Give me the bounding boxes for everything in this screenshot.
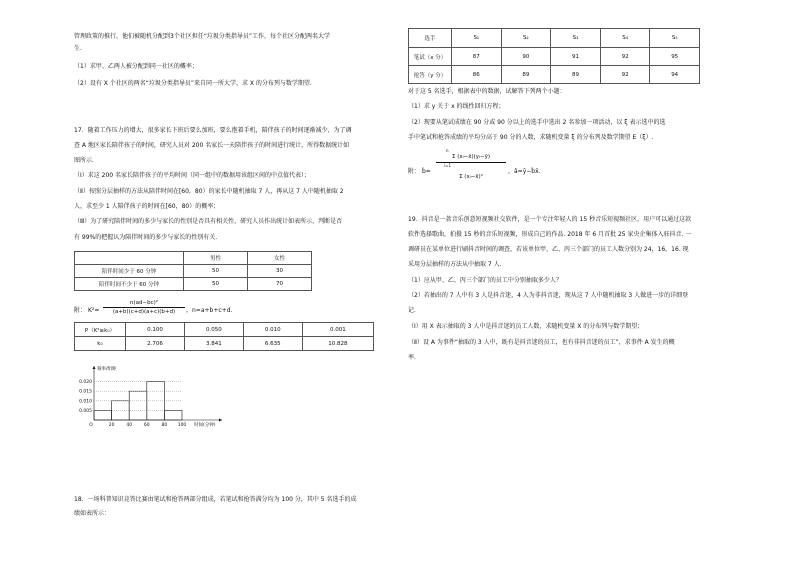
intro-line-1: 管理政策的推行，他们被随机分配到3个社区担任“垃圾分类指导员”工作，每个社区分配两名大学: [74, 33, 331, 40]
table-cell: 91: [551, 48, 601, 66]
table-cell: 92: [600, 66, 650, 84]
table-header-cell: S₂: [501, 29, 551, 48]
y-axis-arrow: [93, 366, 96, 369]
table-row: [409, 48, 700, 66]
y-axis-label: 频率/组距: [97, 367, 117, 372]
q17-part-i: （Ⅰ）求这 200 名家长陪伴孩子的平均时间（同一组中的数据用该组区间的中点值代表）；: [74, 172, 311, 179]
x-tick-label: 80: [161, 423, 168, 428]
table-cell: 抢答（y 分）: [409, 66, 452, 84]
q19-line-1: 19．抖音是一款音乐创意短视频社交软件，是一个专注年轻人的 15 秒音乐短视频社区，用户可以通过这款: [408, 216, 692, 223]
q19-part-2-ii-line-2: 率.: [408, 354, 416, 361]
table-row: [75, 252, 312, 265]
table-cell: 陪伴时间不少于 60 分钟: [75, 278, 184, 291]
x-tick-label: 20: [108, 423, 115, 428]
q19-part-1: （1）应从甲、乙、丙三个部门的员工中分别抽取多少人？: [408, 277, 562, 284]
y-tick-label: 0.010: [79, 399, 92, 405]
histogram-bar: [164, 410, 182, 420]
critical-value-table: [74, 322, 374, 351]
table-header-cell: S₁: [452, 29, 502, 48]
q18-line-2: 绩如表所示：: [74, 510, 111, 517]
table-row: [409, 29, 700, 48]
formula-prefix: 附：: [74, 307, 87, 314]
table-header-cell: S₄: [600, 29, 650, 48]
y-tick-label: 0.005: [79, 408, 92, 414]
table-cell: 89: [501, 66, 551, 84]
table-row: [409, 66, 700, 84]
q19-line-2: 软件选择歌曲，拍摄 15 秒的音乐短视频，形成自己的作品. 2018 年 6 月首批 25 家央企集体入驻抖音. 一: [408, 231, 692, 238]
x-tick-label: 60: [143, 423, 150, 428]
q18-instruction: 对于这 5 名选手，根据表中的数据，试解答下列两个小题：: [408, 88, 566, 95]
table-cell: 3.841: [184, 337, 243, 351]
formula-numerator: n(ad−bc)²: [103, 300, 185, 308]
table-cell: 95: [650, 48, 700, 66]
q19-part-2-line-1: （2）若抽出的 7 人中有 3 人是抖音迷，4 人为非抖音迷，现从这 7 人中随机抽取 3 人做进一步的详细登: [408, 292, 689, 299]
table-cell: 陪伴时间少于 60 分钟: [75, 265, 184, 278]
q19-part-2-ii-line-1: （Ⅱ）设 A 为事件“抽取的 3 人中，既有是抖音迷的员工，也有非抖音迷的员工”，求事件 A 发生的概: [408, 339, 675, 346]
q17-part-ii-line-1: （Ⅱ）按照分层抽样的方法从陪伴时间在[60，80）的家长中随机抽取 7 人，再从这 7 人中随机抽取 2: [74, 188, 344, 195]
table-cell: 0.010: [243, 323, 302, 337]
q18-part-1: （1）求 y 关于 x 的线性回归方程；: [408, 103, 505, 110]
table-cell: 2.706: [126, 337, 185, 351]
regression-b-hat: b̂=: [422, 168, 431, 175]
q17-part-iii-line-2: 有 99%的把握认为陪伴时间的多少与家长的性别有关.: [74, 234, 218, 241]
table-cell: 6.635: [243, 337, 302, 351]
table-cell: 86: [452, 66, 502, 84]
table-cell: 30: [248, 265, 312, 278]
table-cell: 0.050: [184, 323, 243, 337]
q18-line-1: 18．一场科普知识竞答比赛由笔试和抢答两部分组成，若笔试和抢答满分均为 100 分，其中 5 名选手的成: [74, 496, 357, 503]
x-tick-label: 40: [126, 423, 133, 428]
table-cell: 0.001: [302, 323, 373, 337]
histogram-bar: [147, 382, 165, 420]
table-row: [75, 265, 312, 278]
regression-denominator: Σ (xᵢ−x̄)²: [459, 174, 483, 180]
table-cell: 87: [452, 48, 502, 66]
regression-a-hat: ，â=ȳ−b̂x̄.: [508, 168, 541, 175]
q19-line-3: 调研员在某单位进行刷抖音时间的调查，若该单位甲、乙、丙三个部门的员工人数分别为 24，16，16. 现: [408, 246, 689, 253]
table-header-cell: S₃: [551, 29, 601, 48]
table-cell: k₀: [75, 337, 126, 351]
table-cell: 笔试（x 分）: [409, 48, 452, 66]
histogram-bar: [129, 391, 147, 420]
regression-prefix: 附：: [408, 168, 421, 175]
table-header-cell: 男性: [184, 252, 248, 265]
q17-line-3: 图所示.: [74, 157, 94, 164]
table-cell: 94: [650, 66, 700, 84]
table-row: [75, 337, 374, 351]
table-row: [75, 278, 312, 291]
q18-part-2-line-1: （2）现要从笔试成绩在 90 分或 90 分以上的选手中选出 2 名参加一项活动，以 ξ 表示选中的选: [408, 119, 666, 126]
table-row: [75, 323, 374, 337]
q18-part-2-line-2: 手中笔试和抢答成绩的平均分高于 90 分的人数，求随机变量 ξ 的分布列及数学期望 E（ξ）.: [408, 134, 654, 141]
table-cell: 92: [600, 48, 650, 66]
q17-line-2: 查 A 地区家长陪伴孩子的时间，研究人员对 200 名家长一天陪伴孩子的时间进行统计，所得数据统计如: [74, 142, 350, 149]
table-cell: 70: [248, 278, 312, 291]
regression-numerator: Σ (xᵢ−x̄)(yᵢ−ȳ): [436, 153, 506, 163]
contestant-scores-table: [408, 28, 700, 84]
y-tick-label: 0.020: [79, 380, 92, 386]
formula-denominator: (a+b)(c+d)(a+c)(b+d): [112, 309, 176, 315]
q19-line-4: 采用分层抽样的方法从中抽取 7 人.: [408, 261, 502, 268]
q17-part-iii-line-1: （Ⅲ）为了研究陪伴时间的多少与家长的性别是否具有相关性，研究人员作出统计如表所示，判断是否: [74, 218, 343, 225]
table-header-cell: [75, 252, 184, 265]
histogram-chart: [64, 362, 224, 432]
table-header-cell: S₅: [650, 29, 700, 48]
sum-lower-limit: i=1: [444, 163, 452, 168]
intro-line-2: 生.: [74, 45, 82, 52]
intro-question-2: （2）设有 X 个社区的两名“垃圾分类指导员”来自同一所大学，求 X 的分布列与数学期望.: [74, 80, 312, 87]
q19-part-2-i: （Ⅰ）用 X 表示抽取的 3 人中是抖音迷的员工人数，求随机变量 X 的分布列与数学期望；: [408, 323, 644, 330]
table-cell: 50: [184, 278, 248, 291]
formula-k-squared: K²=: [88, 307, 100, 314]
table-cell: 10.828: [302, 337, 373, 351]
histogram-bar: [94, 410, 112, 420]
sum-upper-limit: n: [446, 148, 449, 153]
gender-contingency-table: [74, 251, 312, 291]
table-header-cell: 选手: [409, 29, 452, 48]
table-cell: 90: [501, 48, 551, 66]
q17-part-ii-line-2: 人，求至少 1 人陪伴孩子的时间在[60，80）的概率；: [74, 203, 220, 210]
intro-question-1: （1）求甲、乙两人被分配到同一社区的概率；: [74, 63, 198, 70]
origin-label: O: [89, 423, 93, 428]
q19-part-2-line-2: 记.: [408, 307, 416, 314]
y-tick-label: 0.015: [79, 389, 92, 395]
table-cell: 0.100: [126, 323, 185, 337]
table-cell: 50: [184, 265, 248, 278]
q17-line-1: 17．随着工作压力的增大，很多家长下班后要么加班，要么抱着手机，陪伴孩子的时间逐渐减少，为了调: [74, 127, 352, 134]
x-axis-label: 时间(分钟): [194, 423, 216, 428]
table-cell: 89: [551, 66, 601, 84]
formula-suffix: ，n=a+b+c+d.: [186, 307, 233, 314]
x-axis-arrow: [219, 419, 222, 422]
x-tick-label: 100: [177, 423, 187, 428]
table-header-cell: 女性: [248, 252, 312, 265]
table-cell: P（K²≥k₀）: [75, 323, 126, 337]
